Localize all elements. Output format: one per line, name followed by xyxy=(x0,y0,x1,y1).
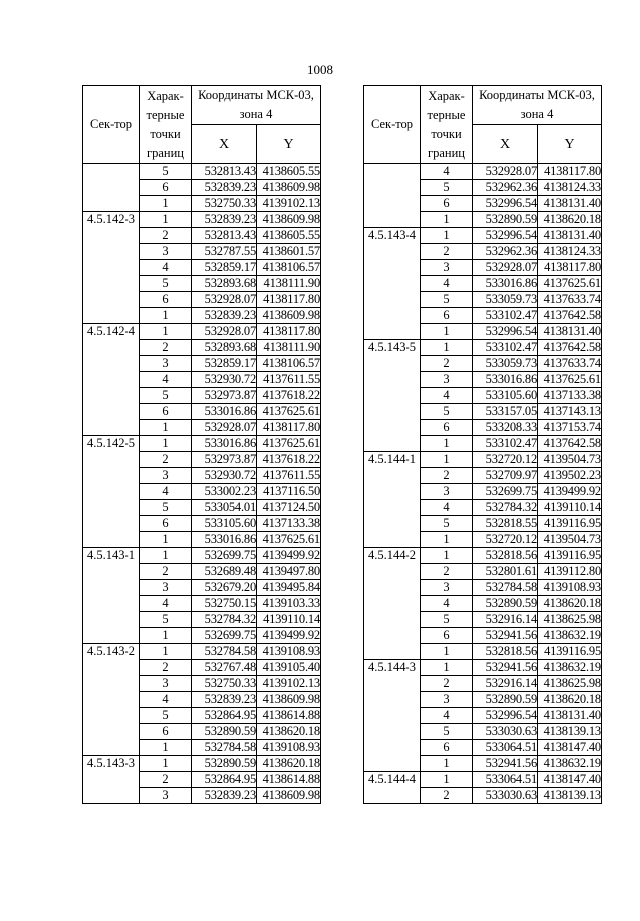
point-number-cell: 2 xyxy=(421,244,473,260)
x-coordinate-cell: 532720.12 xyxy=(473,532,538,548)
x-coordinate-cell: 533016.86 xyxy=(473,276,538,292)
x-coordinate-cell: 533016.86 xyxy=(192,532,257,548)
x-coordinate-cell: 533105.60 xyxy=(192,516,257,532)
point-number-cell: 4 xyxy=(421,596,473,612)
y-coordinate-cell: 4138131.40 xyxy=(538,228,602,244)
point-number-cell: 4 xyxy=(140,260,192,276)
point-number-cell: 2 xyxy=(140,564,192,580)
point-number-cell: 6 xyxy=(140,292,192,308)
y-coordinate-cell: 4139495.84 xyxy=(257,580,321,596)
point-number-cell: 1 xyxy=(140,420,192,436)
y-coordinate-cell: 4139504.73 xyxy=(538,532,602,548)
y-coordinate-cell: 4137618.22 xyxy=(257,452,321,468)
y-coordinate-cell: 4138601.57 xyxy=(257,244,321,260)
table-row xyxy=(83,436,321,452)
y-coordinate-cell: 4139116.95 xyxy=(538,516,602,532)
x-coordinate-cell: 532784.32 xyxy=(473,500,538,516)
point-number-cell: 5 xyxy=(140,612,192,628)
x-coordinate-cell: 532699.75 xyxy=(192,548,257,564)
x-coordinate-cell: 532720.12 xyxy=(473,452,538,468)
sector-cell xyxy=(364,164,421,228)
x-coordinate-cell: 533105.60 xyxy=(473,388,538,404)
x-coordinate-cell: 533016.86 xyxy=(473,372,538,388)
point-number-cell: 4 xyxy=(421,708,473,724)
sector-cell: 4.5.143-2 xyxy=(83,644,140,756)
point-number-cell: 5 xyxy=(421,404,473,420)
coordinates-table-right xyxy=(363,85,602,804)
sector-cell: 4.5.144-3 xyxy=(364,660,421,772)
x-coordinate-cell: 532996.54 xyxy=(473,196,538,212)
y-coordinate-cell: 4139502.23 xyxy=(538,468,602,484)
y-coordinate-cell: 4138620.18 xyxy=(538,692,602,708)
y-coordinate-cell: 4137633.74 xyxy=(538,292,602,308)
point-number-cell: 4 xyxy=(421,388,473,404)
x-coordinate-cell: 533054.01 xyxy=(192,500,257,516)
x-coordinate-cell: 532864.95 xyxy=(192,708,257,724)
table-row xyxy=(364,772,602,788)
page-number: 1008 xyxy=(307,62,333,77)
x-coordinate-cell: 532941.56 xyxy=(473,756,538,772)
x-coordinate-cell: 532839.23 xyxy=(192,788,257,804)
point-number-cell: 2 xyxy=(421,676,473,692)
point-number-cell: 3 xyxy=(421,580,473,596)
sector-cell xyxy=(83,164,140,212)
point-number-cell: 1 xyxy=(140,644,192,660)
x-coordinate-cell: 532839.23 xyxy=(192,692,257,708)
y-coordinate-cell: 4138609.98 xyxy=(257,308,321,324)
x-coordinate-cell: 532890.59 xyxy=(473,212,538,228)
y-coordinate-cell: 4137633.74 xyxy=(538,356,602,372)
y-coordinate-cell: 4138111.90 xyxy=(257,276,321,292)
y-coordinate-cell: 4138620.18 xyxy=(257,724,321,740)
coordinates-table-left xyxy=(82,85,321,804)
y-coordinate-cell: 4137642.58 xyxy=(538,340,602,356)
x-coordinate-cell: 532859.17 xyxy=(192,260,257,276)
sector-header: Сек-тор xyxy=(364,86,421,164)
point-number-cell: 2 xyxy=(421,468,473,484)
x-coordinate-cell: 532916.14 xyxy=(473,612,538,628)
y-coordinate-cell: 4137625.61 xyxy=(257,532,321,548)
x-coordinate-cell: 532996.54 xyxy=(473,708,538,724)
x-coordinate-cell: 533102.47 xyxy=(473,340,538,356)
x-coordinate-cell: 533059.73 xyxy=(473,356,538,372)
x-coordinate-cell: 532893.68 xyxy=(192,340,257,356)
y-coordinate-cell: 4138609.98 xyxy=(257,180,321,196)
point-number-cell: 6 xyxy=(140,516,192,532)
point-number-cell: 1 xyxy=(421,644,473,660)
point-number-cell: 1 xyxy=(140,548,192,564)
point-number-cell: 1 xyxy=(421,436,473,452)
x-coordinate-cell: 532859.17 xyxy=(192,356,257,372)
y-coordinate-cell: 4139497.80 xyxy=(257,564,321,580)
y-coordinate-cell: 4137143.13 xyxy=(538,404,602,420)
y-coordinate-cell: 4137153.74 xyxy=(538,420,602,436)
table-row xyxy=(83,644,321,660)
y-coordinate-cell: 4138124.33 xyxy=(538,244,602,260)
x-coordinate-cell: 532864.95 xyxy=(192,772,257,788)
x-coordinate-cell: 532784.32 xyxy=(192,612,257,628)
table-row xyxy=(364,164,602,180)
x-coordinate-cell: 532962.36 xyxy=(473,180,538,196)
point-number-cell: 5 xyxy=(140,708,192,724)
x-coordinate-cell: 532750.33 xyxy=(192,676,257,692)
x-header: X xyxy=(192,125,257,164)
x-coordinate-cell: 533016.86 xyxy=(192,436,257,452)
point-number-cell: 1 xyxy=(421,756,473,772)
point-number-cell: 4 xyxy=(140,484,192,500)
sector-cell: 4.5.144-4 xyxy=(364,772,421,804)
point-number-cell: 5 xyxy=(140,500,192,516)
x-coordinate-cell: 532890.59 xyxy=(473,596,538,612)
sector-cell: 4.5.143-4 xyxy=(364,228,421,340)
x-coordinate-cell: 532930.72 xyxy=(192,372,257,388)
x-coordinate-cell: 532928.07 xyxy=(192,420,257,436)
y-coordinate-cell: 4138124.33 xyxy=(538,180,602,196)
y-coordinate-cell: 4137133.38 xyxy=(538,388,602,404)
x-coordinate-cell: 533064.51 xyxy=(473,740,538,756)
y-coordinate-cell: 4137625.61 xyxy=(257,436,321,452)
y-coordinate-cell: 4139108.93 xyxy=(538,580,602,596)
x-coordinate-cell: 532689.48 xyxy=(192,564,257,580)
y-coordinate-cell: 4139108.93 xyxy=(257,644,321,660)
x-coordinate-cell: 532890.59 xyxy=(192,756,257,772)
point-number-cell: 3 xyxy=(421,692,473,708)
y-coordinate-cell: 4139102.13 xyxy=(257,196,321,212)
x-coordinate-cell: 533064.51 xyxy=(473,772,538,788)
point-number-cell: 3 xyxy=(421,260,473,276)
point-number-cell: 3 xyxy=(140,244,192,260)
y-coordinate-cell: 4137625.61 xyxy=(538,276,602,292)
point-number-cell: 3 xyxy=(421,372,473,388)
coords-header: Координаты МСК-03, зона 4 xyxy=(473,86,602,125)
y-coordinate-cell: 4138147.40 xyxy=(538,772,602,788)
x-coordinate-cell: 532679.20 xyxy=(192,580,257,596)
table-row xyxy=(83,756,321,772)
point-number-cell: 3 xyxy=(140,356,192,372)
y-coordinate-cell: 4138632.19 xyxy=(538,756,602,772)
point-number-cell: 1 xyxy=(421,772,473,788)
x-coordinate-cell: 532893.68 xyxy=(192,276,257,292)
x-coordinate-cell: 532928.07 xyxy=(192,324,257,340)
point-number-cell: 1 xyxy=(421,660,473,676)
point-number-cell: 3 xyxy=(140,788,192,804)
x-coordinate-cell: 532973.87 xyxy=(192,388,257,404)
point-number-cell: 1 xyxy=(421,340,473,356)
point-number-cell: 2 xyxy=(140,228,192,244)
point-number-cell: 5 xyxy=(140,276,192,292)
y-coordinate-cell: 4139499.92 xyxy=(257,548,321,564)
point-number-cell: 6 xyxy=(421,628,473,644)
x-coordinate-cell: 532801.61 xyxy=(473,564,538,580)
point-number-cell: 3 xyxy=(140,580,192,596)
point-number-cell: 5 xyxy=(421,516,473,532)
y-coordinate-cell: 4137618.22 xyxy=(257,388,321,404)
x-coordinate-cell: 532928.07 xyxy=(473,260,538,276)
x-coordinate-cell: 532709.97 xyxy=(473,468,538,484)
y-coordinate-cell: 4138117.80 xyxy=(538,164,602,180)
y-coordinate-cell: 4138620.18 xyxy=(538,212,602,228)
x-coordinate-cell: 532962.36 xyxy=(473,244,538,260)
point-number-cell: 2 xyxy=(140,340,192,356)
y-coordinate-cell: 4138117.80 xyxy=(257,292,321,308)
point-number-cell: 5 xyxy=(140,388,192,404)
y-coordinate-cell: 4138106.57 xyxy=(257,356,321,372)
point-number-cell: 1 xyxy=(140,196,192,212)
point-number-cell: 6 xyxy=(421,308,473,324)
y-coordinate-cell: 4138139.13 xyxy=(538,788,602,804)
x-coordinate-cell: 532818.56 xyxy=(473,644,538,660)
y-coordinate-cell: 4139105.40 xyxy=(257,660,321,676)
sector-cell: 4.5.142-5 xyxy=(83,436,140,548)
x-coordinate-cell: 532839.23 xyxy=(192,212,257,228)
point-number-cell: 1 xyxy=(421,452,473,468)
x-coordinate-cell: 533102.47 xyxy=(473,436,538,452)
x-header: X xyxy=(473,125,538,164)
y-coordinate-cell: 4138620.18 xyxy=(538,596,602,612)
point-number-cell: 1 xyxy=(140,756,192,772)
x-coordinate-cell: 532890.59 xyxy=(473,692,538,708)
x-coordinate-cell: 532839.23 xyxy=(192,180,257,196)
y-coordinate-cell: 4138625.98 xyxy=(538,676,602,692)
point-number-cell: 1 xyxy=(421,324,473,340)
x-coordinate-cell: 532767.48 xyxy=(192,660,257,676)
point-number-cell: 2 xyxy=(140,452,192,468)
point-number-cell: 4 xyxy=(140,372,192,388)
point-number-cell: 4 xyxy=(421,500,473,516)
y-coordinate-cell: 4138131.40 xyxy=(538,196,602,212)
x-coordinate-cell: 532839.23 xyxy=(192,308,257,324)
y-coordinate-cell: 4138147.40 xyxy=(538,740,602,756)
table-row xyxy=(364,452,602,468)
point-number-cell: 5 xyxy=(421,292,473,308)
sector-cell: 4.5.143-5 xyxy=(364,340,421,452)
y-header: Y xyxy=(257,125,321,164)
y-coordinate-cell: 4138609.98 xyxy=(257,788,321,804)
y-coordinate-cell: 4138605.55 xyxy=(257,228,321,244)
y-coordinate-cell: 4138117.80 xyxy=(257,324,321,340)
x-coordinate-cell: 532784.58 xyxy=(192,644,257,660)
y-coordinate-cell: 4138609.98 xyxy=(257,212,321,228)
x-coordinate-cell: 532750.33 xyxy=(192,196,257,212)
y-coordinate-cell: 4137625.61 xyxy=(257,404,321,420)
points-header: Харак-терные точки границ xyxy=(421,86,473,164)
x-coordinate-cell: 532973.87 xyxy=(192,452,257,468)
y-coordinate-cell: 4139116.95 xyxy=(538,644,602,660)
y-coordinate-cell: 4138632.19 xyxy=(538,628,602,644)
x-coordinate-cell: 532699.75 xyxy=(473,484,538,500)
coords-header: Координаты МСК-03, зона 4 xyxy=(192,86,321,125)
x-coordinate-cell: 532941.56 xyxy=(473,660,538,676)
x-coordinate-cell: 532699.75 xyxy=(192,628,257,644)
point-number-cell: 6 xyxy=(421,196,473,212)
point-number-cell: 1 xyxy=(140,740,192,756)
x-coordinate-cell: 532784.58 xyxy=(473,580,538,596)
y-coordinate-cell: 4138111.90 xyxy=(257,340,321,356)
y-coordinate-cell: 4138605.55 xyxy=(257,164,321,180)
point-number-cell: 6 xyxy=(140,180,192,196)
point-number-cell: 2 xyxy=(421,356,473,372)
y-coordinate-cell: 4139102.13 xyxy=(257,676,321,692)
sector-cell: 4.5.142-4 xyxy=(83,324,140,436)
table-row xyxy=(83,212,321,228)
y-coordinate-cell: 4137116.50 xyxy=(257,484,321,500)
sector-cell: 4.5.143-1 xyxy=(83,548,140,644)
x-coordinate-cell: 532818.56 xyxy=(473,548,538,564)
point-number-cell: 6 xyxy=(140,724,192,740)
point-number-cell: 1 xyxy=(140,436,192,452)
x-coordinate-cell: 533016.86 xyxy=(192,404,257,420)
table-row xyxy=(83,324,321,340)
point-number-cell: 3 xyxy=(421,484,473,500)
point-number-cell: 1 xyxy=(140,212,192,228)
y-coordinate-cell: 4139504.73 xyxy=(538,452,602,468)
point-number-cell: 4 xyxy=(140,596,192,612)
y-coordinate-cell: 4139116.95 xyxy=(538,548,602,564)
y-coordinate-cell: 4138620.18 xyxy=(257,756,321,772)
y-coordinate-cell: 4138106.57 xyxy=(257,260,321,276)
sector-cell: 4.5.144-1 xyxy=(364,452,421,548)
x-coordinate-cell: 532930.72 xyxy=(192,468,257,484)
point-number-cell: 3 xyxy=(140,468,192,484)
point-number-cell: 1 xyxy=(421,212,473,228)
x-coordinate-cell: 533102.47 xyxy=(473,308,538,324)
table-row xyxy=(364,340,602,356)
point-number-cell: 2 xyxy=(140,660,192,676)
sector-cell: 4.5.144-2 xyxy=(364,548,421,660)
y-coordinate-cell: 4137133.38 xyxy=(257,516,321,532)
point-number-cell: 1 xyxy=(421,532,473,548)
x-coordinate-cell: 532787.55 xyxy=(192,244,257,260)
x-coordinate-cell: 533030.63 xyxy=(473,724,538,740)
point-number-cell: 2 xyxy=(421,788,473,804)
table-row xyxy=(83,164,321,180)
y-coordinate-cell: 4138131.40 xyxy=(538,324,602,340)
y-coordinate-cell: 4138614.88 xyxy=(257,708,321,724)
y-coordinate-cell: 4139112.80 xyxy=(538,564,602,580)
y-coordinate-cell: 4137642.58 xyxy=(538,308,602,324)
y-coordinate-cell: 4137611.55 xyxy=(257,372,321,388)
x-coordinate-cell: 532818.55 xyxy=(473,516,538,532)
point-number-cell: 5 xyxy=(140,164,192,180)
point-number-cell: 6 xyxy=(421,420,473,436)
y-coordinate-cell: 4137642.58 xyxy=(538,436,602,452)
x-coordinate-cell: 533030.63 xyxy=(473,788,538,804)
y-header: Y xyxy=(538,125,602,164)
table-row xyxy=(364,660,602,676)
point-number-cell: 5 xyxy=(421,180,473,196)
x-coordinate-cell: 532750.15 xyxy=(192,596,257,612)
point-number-cell: 6 xyxy=(421,740,473,756)
sector-cell: 4.5.142-3 xyxy=(83,212,140,324)
x-coordinate-cell: 532916.14 xyxy=(473,676,538,692)
point-number-cell: 1 xyxy=(421,228,473,244)
table-row xyxy=(364,548,602,564)
y-coordinate-cell: 4138117.80 xyxy=(257,420,321,436)
y-coordinate-cell: 4138609.98 xyxy=(257,692,321,708)
y-coordinate-cell: 4139110.14 xyxy=(538,500,602,516)
point-number-cell: 2 xyxy=(140,772,192,788)
y-coordinate-cell: 4139108.93 xyxy=(257,740,321,756)
point-number-cell: 6 xyxy=(140,404,192,420)
x-coordinate-cell: 533002.23 xyxy=(192,484,257,500)
x-coordinate-cell: 532941.56 xyxy=(473,628,538,644)
y-coordinate-cell: 4139499.92 xyxy=(257,628,321,644)
x-coordinate-cell: 532784.58 xyxy=(192,740,257,756)
point-number-cell: 4 xyxy=(140,692,192,708)
x-coordinate-cell: 533157.05 xyxy=(473,404,538,420)
y-coordinate-cell: 4137611.55 xyxy=(257,468,321,484)
y-coordinate-cell: 4137625.61 xyxy=(538,372,602,388)
point-number-cell: 4 xyxy=(421,276,473,292)
x-coordinate-cell: 532928.07 xyxy=(192,292,257,308)
sector-header: Сек-тор xyxy=(83,86,140,164)
y-coordinate-cell: 4138625.98 xyxy=(538,612,602,628)
x-coordinate-cell: 532813.43 xyxy=(192,228,257,244)
points-header: Харак-терные точки границ xyxy=(140,86,192,164)
point-number-cell: 1 xyxy=(140,324,192,340)
x-coordinate-cell: 532890.59 xyxy=(192,724,257,740)
y-coordinate-cell: 4138139.13 xyxy=(538,724,602,740)
point-number-cell: 3 xyxy=(140,676,192,692)
y-coordinate-cell: 4138131.40 xyxy=(538,708,602,724)
y-coordinate-cell: 4139103.33 xyxy=(257,596,321,612)
point-number-cell: 1 xyxy=(140,628,192,644)
table-row xyxy=(364,228,602,244)
y-coordinate-cell: 4138117.80 xyxy=(538,260,602,276)
point-number-cell: 4 xyxy=(421,164,473,180)
point-number-cell: 5 xyxy=(421,612,473,628)
y-coordinate-cell: 4138614.88 xyxy=(257,772,321,788)
sector-cell: 4.5.143-3 xyxy=(83,756,140,804)
point-number-cell: 1 xyxy=(140,308,192,324)
point-number-cell: 2 xyxy=(421,564,473,580)
point-number-cell: 1 xyxy=(140,532,192,548)
table-row xyxy=(83,548,321,564)
y-coordinate-cell: 4137124.50 xyxy=(257,500,321,516)
point-number-cell: 1 xyxy=(421,548,473,564)
x-coordinate-cell: 533208.33 xyxy=(473,420,538,436)
x-coordinate-cell: 532996.54 xyxy=(473,324,538,340)
x-coordinate-cell: 533059.73 xyxy=(473,292,538,308)
y-coordinate-cell: 4139499.92 xyxy=(538,484,602,500)
y-coordinate-cell: 4139110.14 xyxy=(257,612,321,628)
x-coordinate-cell: 532813.43 xyxy=(192,164,257,180)
x-coordinate-cell: 532996.54 xyxy=(473,228,538,244)
y-coordinate-cell: 4138632.19 xyxy=(538,660,602,676)
x-coordinate-cell: 532928.07 xyxy=(473,164,538,180)
point-number-cell: 5 xyxy=(421,724,473,740)
